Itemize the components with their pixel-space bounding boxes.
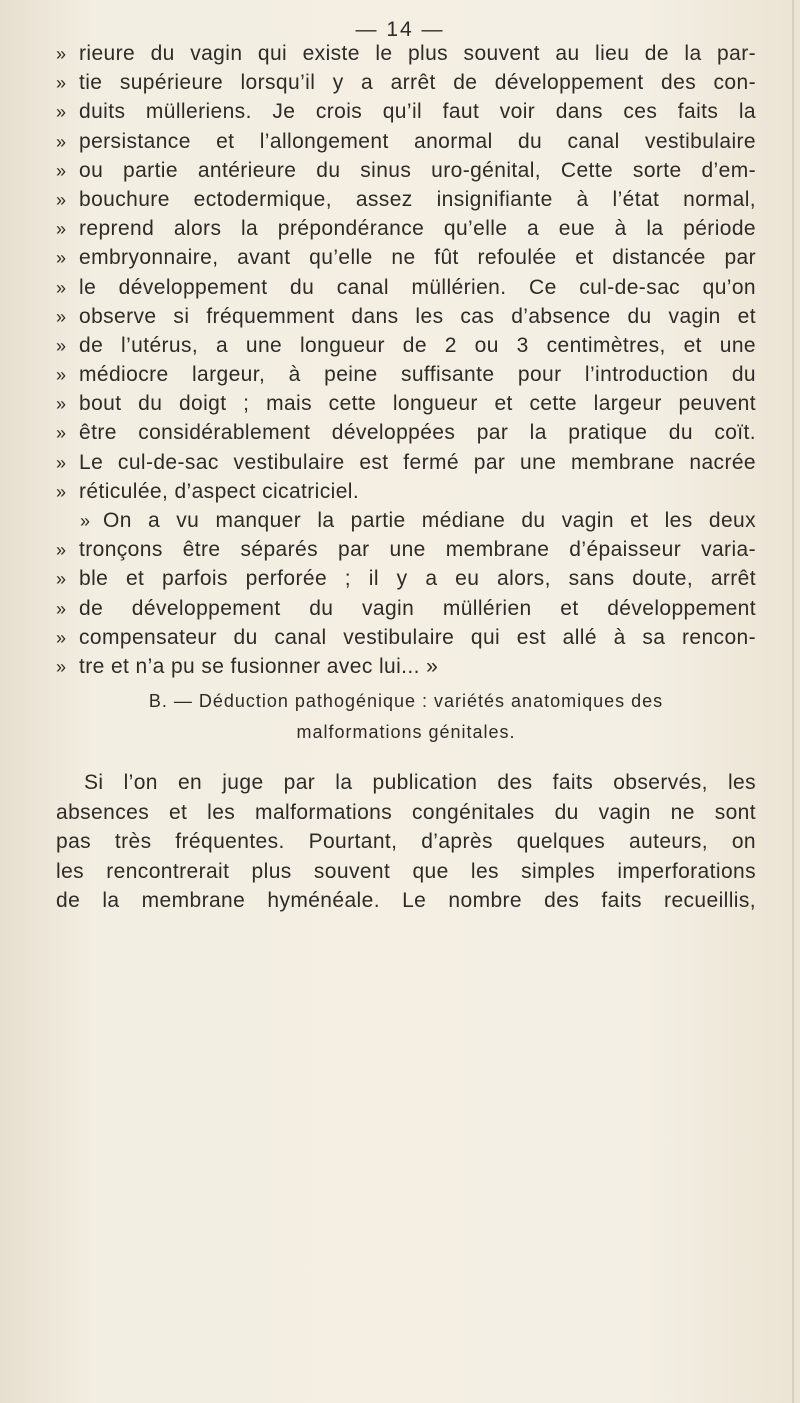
quote-mark: » xyxy=(56,394,67,415)
quote-line xyxy=(56,130,756,159)
quote-mark: » xyxy=(56,131,67,152)
page-number: — 14 — xyxy=(355,18,445,41)
quote-line-text: tre et n’a pu se fusionner avec lui... » xyxy=(79,654,439,678)
quote-line-text: réticulée, d’aspect cicatriciel. xyxy=(79,479,360,503)
quote-line-text: compensateur du canal vestibulaire qui est allé à sa rencon- xyxy=(79,625,756,649)
quote-mark: » xyxy=(56,277,67,298)
quote-mark: » xyxy=(56,306,67,327)
quote-line-text: médiocre largeur, à peine suffisante pour l’introduction du xyxy=(79,363,756,387)
quote-mark: » xyxy=(56,102,67,123)
quote-line-text: de l’utérus, a une longueur de 2 ou 3 centimètres, et une xyxy=(79,333,756,357)
quote-line xyxy=(56,480,756,509)
paragraph-line: de la membrane hyménéale. Le nombre des faits recueillis, xyxy=(56,889,756,912)
page-edge xyxy=(792,0,794,1403)
quote-line-text: bout du doigt ; mais cette longueur et cette largeur peuvent xyxy=(79,392,756,416)
quote-line-text: tie supérieure lorsqu’il y a arrêt de développement des con- xyxy=(79,71,756,95)
quote-mark: » xyxy=(80,511,91,531)
quote-line-text: de développement du vagin müllérien et développement xyxy=(79,596,756,620)
section-heading-line-2: malformations génitales. xyxy=(296,722,516,742)
quote-mark: » xyxy=(56,248,67,269)
paragraph-line: les rencontrerait plus souvent que les simples imperforations xyxy=(56,859,756,883)
quote-mark: » xyxy=(56,627,67,648)
paragraph-line: pas très fréquentes. Pourtant, d’après quelques auteurs, on xyxy=(56,830,756,853)
quote-mark: » xyxy=(56,335,67,356)
quote-line xyxy=(56,421,756,450)
quote-line xyxy=(56,246,756,275)
quote-mark: » xyxy=(56,452,67,473)
quote-line-text: embryonnaire, avant qu’elle ne fût refoulée et distancée par xyxy=(79,246,756,270)
quote-mark: » xyxy=(56,365,67,386)
quote-line xyxy=(56,655,756,684)
quote-line xyxy=(56,188,756,217)
quote-line xyxy=(56,334,756,363)
quote-mark: » xyxy=(56,44,67,64)
quote-mark: » xyxy=(56,598,67,619)
quote-line xyxy=(56,276,756,305)
quote-mark: » xyxy=(56,73,67,94)
quote-line xyxy=(56,159,756,188)
quote-line xyxy=(56,100,756,129)
paragraph-line: absences et les malformations congénitales du vagin ne sont xyxy=(56,800,756,824)
quote-mark: » xyxy=(56,423,67,444)
quote-line-text: ou partie antérieure du sinus uro-génital, Cette sorte d’em- xyxy=(79,158,756,182)
quote-line-text: tronçons être séparés par une membrane d’épaisseur varia- xyxy=(79,538,756,562)
quote-line xyxy=(56,509,756,538)
quote-line xyxy=(56,392,756,421)
quote-line xyxy=(56,567,756,596)
quote-line xyxy=(56,71,756,100)
quote-mark: » xyxy=(56,656,67,677)
paragraph-line: Si l’on en juge par la publication des faits observés, les xyxy=(84,771,756,794)
quote-line-text: observe si fréquemment dans les cas d’absence du vagin et xyxy=(79,304,756,328)
quote-line xyxy=(56,42,756,71)
quote-mark: » xyxy=(56,569,67,590)
quote-line-text: duits mülleriens. Je crois qu’il faut voir dans ces faits la xyxy=(79,100,756,124)
quote-line xyxy=(56,451,756,480)
quote-line-text: On a vu manquer la partie médiane du vagin et les deux xyxy=(103,509,756,532)
quote-line xyxy=(56,597,756,626)
body-paragraph xyxy=(56,771,756,919)
quote-line-text: rieure du vagin qui existe le plus souvent au lieu de la par- xyxy=(79,42,756,65)
quote-line xyxy=(56,305,756,334)
quote-line-text: persistance et l’allongement anormal du canal vestibulaire xyxy=(79,129,756,153)
section-heading xyxy=(56,686,756,748)
quote-mark: » xyxy=(56,540,67,561)
quote-line xyxy=(56,538,756,567)
quote-line-text: reprend alors la prépondérance qu’elle a eue à la période xyxy=(79,217,756,241)
quote-mark: » xyxy=(56,189,67,210)
quote-mark: » xyxy=(56,219,67,240)
quote-line xyxy=(56,217,756,246)
quoted-passage xyxy=(56,42,756,684)
quote-line xyxy=(56,626,756,655)
quote-line-text: Le cul-de-sac vestibulaire est fermé par une membrane nacrée xyxy=(79,450,756,474)
quote-line-text: être considérablement développées par la pratique du coït. xyxy=(79,421,756,445)
quote-line-text: bouchure ectodermique, assez insignifiante à l’état normal, xyxy=(79,187,756,211)
quote-line xyxy=(56,363,756,392)
quote-line-text: ble et parfois perforée ; il y a eu alors, sans doute, arrêt xyxy=(79,567,756,591)
section-heading-line-1: B. — Déduction pathogénique : variétés anatomiques des xyxy=(148,691,664,711)
quote-mark: » xyxy=(56,160,67,181)
quote-mark: » xyxy=(56,481,67,502)
quote-line-text: le développement du canal müllérien. Ce cul-de-sac qu’on xyxy=(79,275,756,299)
